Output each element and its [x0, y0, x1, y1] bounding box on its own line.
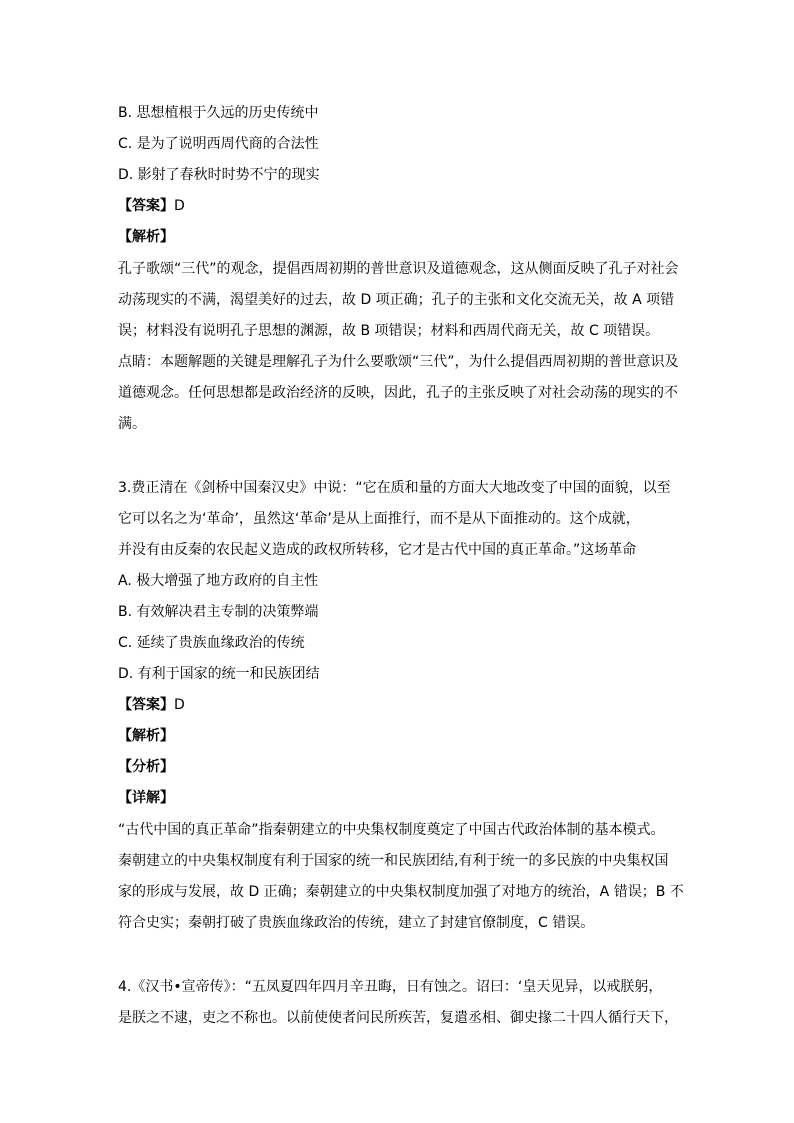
q2-analysis-tag: 【解析】 — [118, 229, 174, 245]
q4-stem-line: 4.《汉书•宣帝传》：“五凤夏四年四月辛丑晦，日有蚀之。诏曰：‘皇天见异，以戒朕躬， — [118, 979, 663, 995]
q3-detail-line: 秦朝建立的中央集权制度有利于国家的统一和民族团结,有利于统一的多民族的中央集权国 — [118, 853, 669, 869]
q2-note-line: 道德观念。任何思想都是政治经济的反映，因此，孔子的主张反映了对社会动荡的现实的不 — [118, 385, 678, 401]
q3-answer-row — [118, 695, 185, 715]
q2-note-line: 点睛：本题解题的关键是理解孔子为什么要歌颂“三代”，为什么提倡西周初期的普世意识及 — [118, 354, 679, 370]
answer-tag: 【答案】 — [118, 198, 174, 214]
q2-analysis-line: 动荡现实的不满，渴望美好的过去，故 D 项正确；孔子的主张和文化交流无关，故 A 项错 — [118, 292, 675, 308]
answer-value: D — [174, 198, 185, 214]
q2-option-d: D. 影射了春秋时时势不宁的现实 — [118, 167, 320, 183]
q2-analysis-line: 孔子歌颂“三代”的观念，提倡西周初期的普世意识及道德观念，这从侧面反映了孔子对社会 — [118, 261, 679, 277]
q2-analysis-line: 误；材料没有说明孔子思想的渊源，故 B 项错误；材料和西周代商无关，故 C 项错误。 — [118, 323, 660, 339]
answer-value: D — [174, 697, 185, 713]
q2-note-line: 满。 — [118, 416, 146, 432]
q2-answer-row — [118, 196, 185, 216]
q3-fenxi-tag: 【分析】 — [118, 759, 174, 775]
q3-stem-line: 它可以名之为‘革命’，虽然这‘革命’是从上面推行，而不是从下面推动的。这个成就， — [118, 511, 640, 527]
q2-option-b: B. 思想植根于久远的历史传统中 — [118, 105, 319, 121]
answer-tag: 【答案】 — [118, 697, 174, 713]
q3-option-d: D. 有利于国家的统一和民族团结 — [118, 666, 320, 682]
q3-detail-line: “古代中国的真正革命”指秦朝建立的中央集权制度奠定了中国古代政治体制的基本模式。 — [118, 822, 665, 838]
q4-stem-line: 是朕之不逮，吏之不称也。以前使使者问民所疾苦，复遣丞相、御史掾二十四人循行天下， — [118, 1010, 678, 1026]
q3-detail-line: 符合史实；秦朝打破了贵族血缘政治的传统，建立了封建官僚制度，C 错误。 — [118, 915, 595, 931]
q3-xiangjie-tag: 【详解】 — [118, 790, 174, 806]
q3-stem-line: 3.费正清在《剑桥中国秦汉史》中说：“它在质和量的方面大大地改变了中国的面貌，以至 — [118, 480, 671, 496]
q3-option-a: A. 极大增强了地方政府的自主性 — [118, 573, 319, 589]
q3-option-c: C. 延续了贵族血缘政治的传统 — [118, 635, 305, 651]
q3-stem-line: 并没有由反秦的农民起义造成的政权所转移，它才是古代中国的真正革命。”这场革命 — [118, 542, 637, 558]
q2-option-c: C. 是为了说明西周代商的合法性 — [118, 136, 319, 152]
q3-detail-line: 家的形成与发展，故 D 正确；秦朝建立的中央集权制度加强了对地方的统治，A 错误；B 不 — [118, 884, 684, 900]
q3-analysis-tag: 【解析】 — [118, 728, 174, 744]
q3-option-b: B. 有效解决君主专制的决策弊端 — [118, 604, 319, 620]
